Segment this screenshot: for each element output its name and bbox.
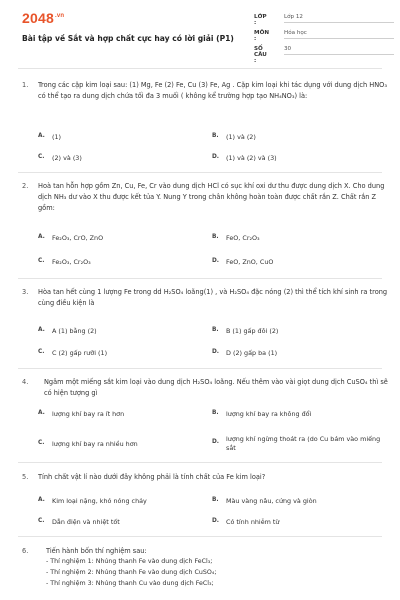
option-text: Màu vàng nâu, cứng và giòn (226, 497, 317, 505)
option-letter: D. (212, 518, 220, 524)
logo-suffix: .vn (54, 13, 65, 20)
option-letter: A. (38, 234, 45, 240)
option-text: Fe₂O₃, CrO, ZnO (52, 234, 104, 242)
question-divider (18, 536, 382, 537)
option-letter: A. (38, 327, 45, 333)
experiment-line: - Thí nghiệm 1: Nhúng thanh Fe vào dung dịch FeCl₃; (46, 558, 213, 565)
option-letter: B. (212, 234, 219, 240)
question-stem: Ngâm một miếng sắt kim loại vào dung dịch H₂SO₄ loãng. Nếu thêm vào vài giọt dung dịch CuSO₄ thì sẽ có hiện tượng gì (44, 378, 388, 397)
question-stem: Hoà tan hỗn hợp gồm Zn, Cu, Fe, Cr vào dung dịch HCl có sục khí oxi dư thu được dung dịch X. Cho dung dịch NH₃ dư vào X thu được kết tủa Y. Nung Y trong chân không hoàn toàn được chất rắn Z. Chất rắn Z gồm: (38, 182, 385, 212)
option-text: A (1) bằng (2) (52, 327, 97, 335)
question-divider (18, 462, 382, 463)
option-letter: A. (38, 133, 45, 139)
question-divider (18, 172, 382, 173)
experiment-line: - Thí nghiệm 2: Nhúng thanh Fe vào dung dịch CuSO₄; (46, 569, 217, 576)
option-text: (1) và (2) và (3) (226, 154, 277, 162)
question-number: 3. (22, 288, 29, 296)
question-number: 1. (22, 81, 29, 89)
option-letter: C. (38, 349, 45, 355)
logo-text: 2048 (22, 10, 54, 26)
meta-count-value: 30 (284, 46, 394, 55)
option-letter: A. (38, 497, 45, 503)
option-text: D (2) gấp ba (1) (226, 349, 278, 357)
option-letter: D. (212, 439, 220, 445)
document-title: Bài tập về Sắt và hợp chất cực hay có lời giải (P1) (22, 34, 234, 43)
question-number: 5. (22, 473, 29, 481)
option-letter: C. (38, 440, 45, 446)
question-stem: Hòa tan hết cùng 1 lượng Fe trong dd H₂SO₄ loãng(1) , và H₂SO₄ đặc nóng (2) thì thể tích khí sinh ra trong cùng điều kiện là (38, 288, 388, 307)
option-letter: D. (212, 349, 220, 355)
option-letter: D. (212, 154, 220, 160)
option-letter: C. (38, 258, 45, 264)
option-text: (1) và (2) (226, 133, 256, 141)
meta-subject-value: Hóa học (284, 30, 394, 39)
option-text: Có tính nhiễm từ (226, 518, 280, 526)
option-text: Kim loại nặng, khó nóng chảy (52, 497, 147, 505)
option-text: lượng khí bay ra không đổi (226, 410, 312, 418)
option-text: lượng khí bay ra ít hơn (52, 410, 125, 418)
question-stem: Tính chất vật lí nào dưới đây không phải là tính chất của Fe kim loại? (38, 473, 266, 481)
option-letter: B. (212, 497, 219, 503)
option-letter: B. (212, 410, 219, 416)
option-text: C (2) gấp rưỡi (1) (52, 349, 108, 357)
meta-class-label: LỚP : (254, 14, 267, 26)
question-stem: Tiến hành bốn thí nghiệm sau: (46, 547, 147, 555)
option-letter: C. (38, 154, 45, 160)
option-text: (2) và (3) (52, 154, 82, 162)
document-header (0, 0, 400, 66)
option-letter: D. (212, 258, 220, 264)
option-letter: C. (38, 518, 45, 524)
option-text: FeO, ZnO, CuO (226, 258, 274, 266)
header-divider (18, 68, 382, 69)
meta-subject-label: MÔN : (254, 30, 270, 42)
meta-count-label: SỐ CÂU : (254, 46, 267, 64)
option-text: B (1) gấp đôi (2) (226, 327, 279, 335)
experiment-line: - Thí nghiệm 3: Nhúng thanh Cu vào dung dịch FeCl₃; (46, 580, 214, 587)
option-letter: B. (212, 133, 219, 139)
question-stem: Trong các cặp kim loại sau: (1) Mg, Fe (2) Fe, Cu (3) Fe, Ag . Cặp kim loại khi tác dụng với dung dịch HNO₃ có thể tạo ra dung dịch chứa tối đa 3 muối ( không kể trường hợp tạo NH₄NO₃) là: (38, 81, 387, 100)
option-text: Fe₂O₃, Cr₂O₃ (52, 258, 91, 266)
question-number: 4. (22, 378, 29, 386)
question-number: 6. (22, 547, 29, 555)
site-logo[interactable] (22, 10, 64, 26)
option-text: Dẫn điện và nhiệt tốt (52, 518, 120, 526)
meta-class-value: Lớp 12 (284, 14, 394, 23)
option-text: lượng khí ngừng thoát ra (do Cu bám vào miếng sắt (226, 435, 381, 452)
option-text: (1) (52, 133, 62, 141)
option-letter: B. (212, 327, 219, 333)
option-letter: A. (38, 410, 45, 416)
option-text: lượng khí bay ra nhiều hơn (52, 440, 138, 448)
option-text: FeO, Cr₂O₃ (226, 234, 260, 242)
question-divider (18, 278, 382, 279)
question-divider (18, 368, 382, 369)
question-number: 2. (22, 182, 29, 190)
